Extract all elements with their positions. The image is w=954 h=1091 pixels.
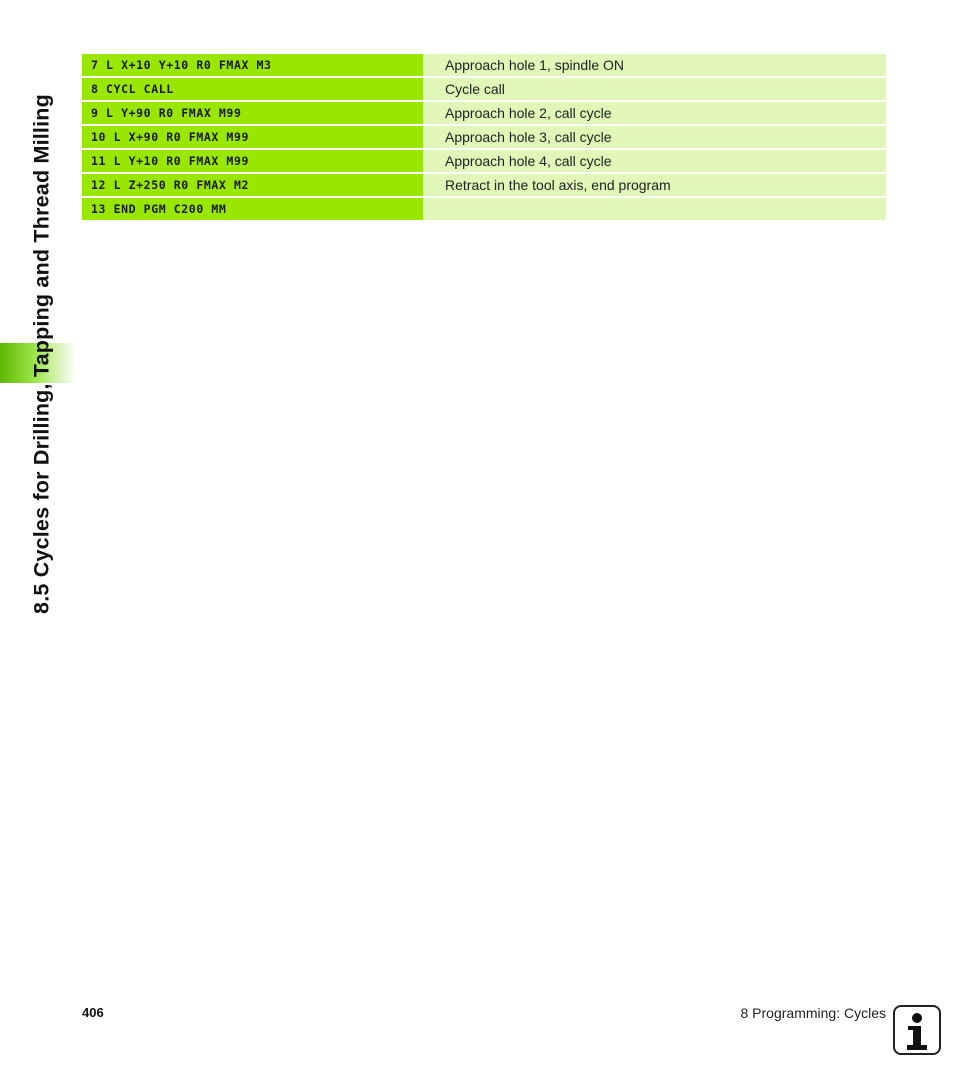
- code-cell: 10 L X+90 R0 FMAX M99: [82, 126, 423, 148]
- description-cell: Approach hole 2, call cycle: [423, 102, 886, 124]
- page-number: 406: [82, 1005, 104, 1020]
- section-title: 8.5 Cycles for Drilling, Tapping and Thread Milling: [29, 94, 54, 614]
- table-row: [82, 150, 886, 172]
- code-cell: 11 L Y+10 R0 FMAX M99: [82, 150, 423, 172]
- table-row: [82, 174, 886, 196]
- description-cell: Cycle call: [423, 78, 886, 100]
- chapter-label: 8 Programming: Cycles: [740, 1005, 886, 1021]
- description-cell: Approach hole 3, call cycle: [423, 126, 886, 148]
- table-row: [82, 78, 886, 100]
- description-cell: [423, 198, 886, 220]
- program-table: [82, 54, 886, 222]
- info-icon: [893, 1005, 941, 1055]
- table-row: [82, 126, 886, 148]
- code-cell: 12 L Z+250 R0 FMAX M2: [82, 174, 423, 196]
- description-cell: Approach hole 4, call cycle: [423, 150, 886, 172]
- description-cell: Retract in the tool axis, end program: [423, 174, 886, 196]
- code-cell: 9 L Y+90 R0 FMAX M99: [82, 102, 423, 124]
- code-cell: 7 L X+10 Y+10 R0 FMAX M3: [82, 54, 423, 76]
- table-row: [82, 198, 886, 220]
- table-row: [82, 102, 886, 124]
- code-cell: 8 CYCL CALL: [82, 78, 423, 100]
- code-cell: 13 END PGM C200 MM: [82, 198, 423, 220]
- description-cell: Approach hole 1, spindle ON: [423, 54, 886, 76]
- table-row: [82, 54, 886, 76]
